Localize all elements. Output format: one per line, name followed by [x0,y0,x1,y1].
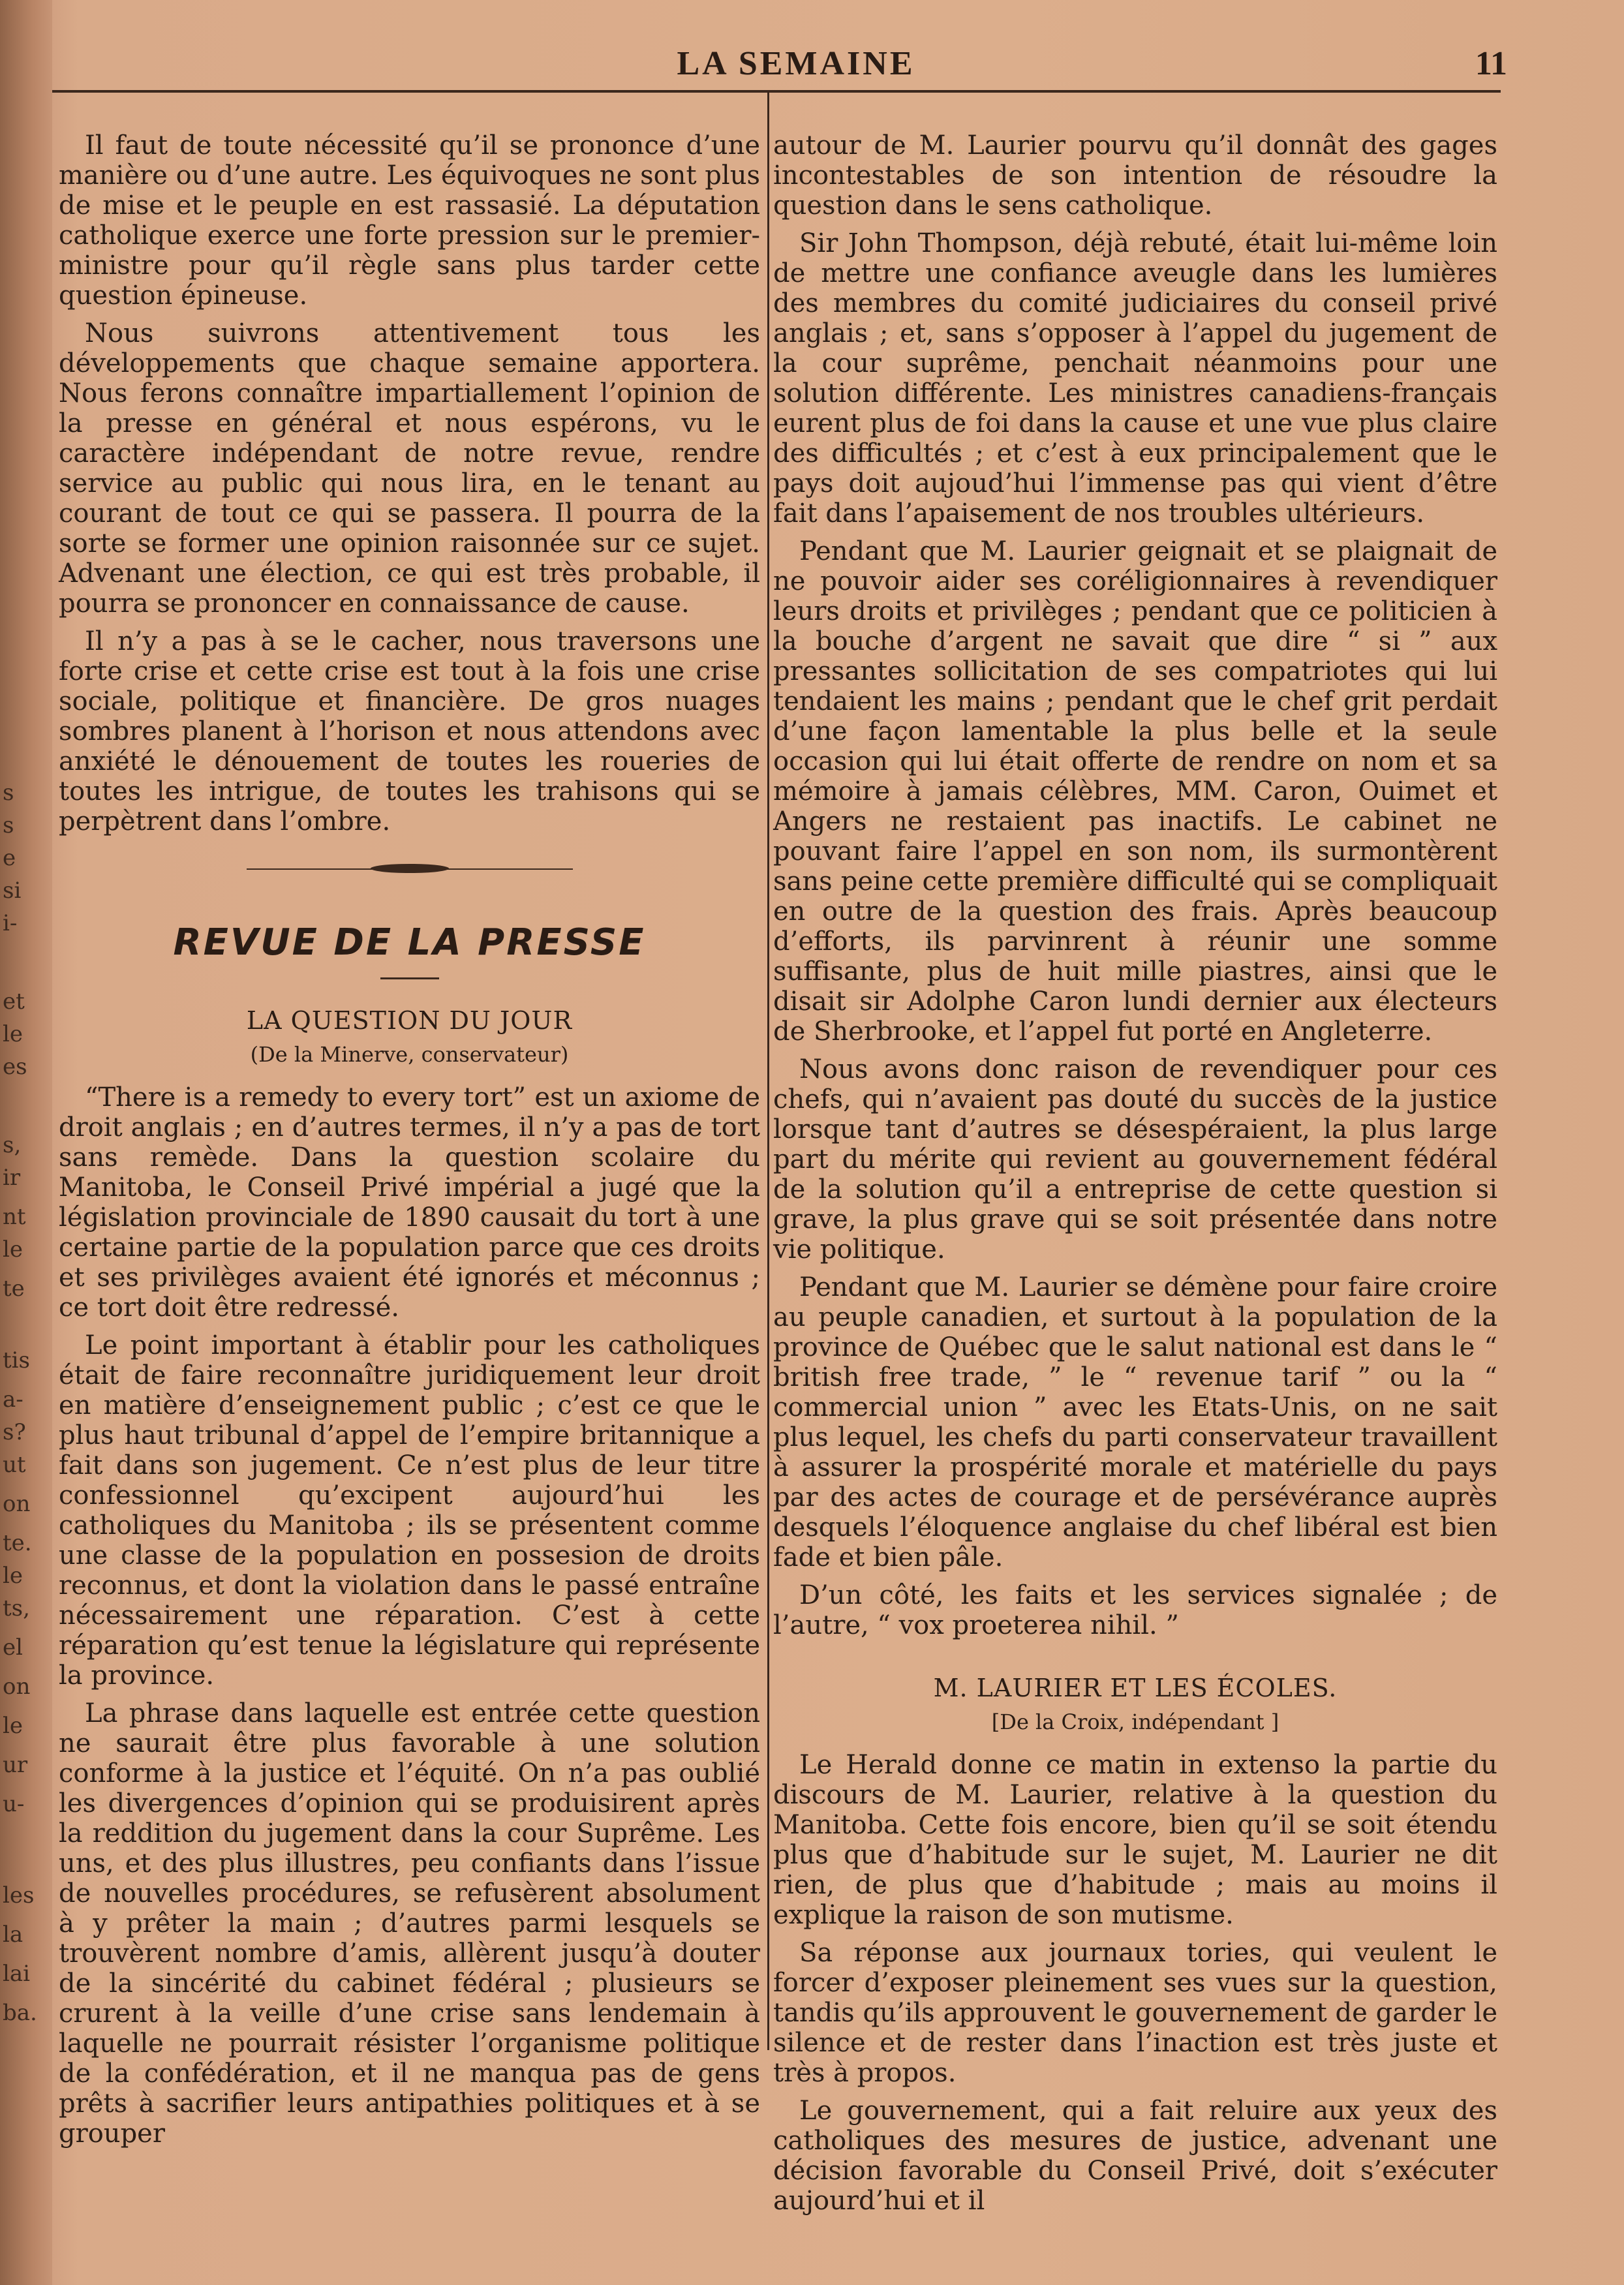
gutter-fragment: u- [3,1791,25,1817]
gutter-fragment: s [3,780,14,806]
gutter-fragment: si [3,878,22,904]
gutter-fragment: ut [3,1452,26,1478]
gutter-fragment: e [3,845,16,871]
gutter-fragment: la [3,1922,23,1948]
gutter-fragment: el [3,1634,23,1661]
paragraph: Il n’y a pas à se le cacher, nous traversons une forte crise et cette crise est tout à la fois une crise sociale, politique et financière. De gros nuages sombres planent à l’horison et nous attendons avec anxiété le dénouement de toutes les roueries de toutes les intrigue, de toutes les trahisons qui se perpètrent dans l’ombre. [59,626,760,836]
paragraph: autour de M. Laurier pourvu qu’il donnât des gages incontestables de son intention de résoudre la question dans le sens catholique. [773,130,1497,221]
gutter-fragment: te [3,1276,25,1302]
gutter-fragment: tis [3,1347,30,1373]
gutter-fragment: a- [3,1387,23,1413]
gutter-fragment: lai [3,1961,31,1987]
column-divider [767,93,769,2050]
gutter-fragment: s, [3,1132,22,1158]
gutter-fragment: le [3,1021,23,1047]
paragraph: Pendant que M. Laurier se démène pour faire croire au peuple canadien, et surtout à la population de la province de Québec que le salut national est dans le “ british free trade, ” le “ revenue tarif ” ou la “ commercial union ” avec les Etats-Unis, on ne sait plus lequel, les chefs du parti conservateur travaillent à assurer la prospérité morale et matérielle du pays par des actes de courage et de persévérance auprès desquels l’éloquence anglaise du chef libéral est bien fade et bien pâle. [773,1272,1497,1572]
header-rule [52,90,1501,93]
article-source: (De la Minerve, conservateur) [250,1042,569,1067]
article-source: [De la Croix, indépendant ] [991,1710,1279,1734]
gutter-fragment: te. [3,1530,32,1556]
gutter-fragment: s [3,812,14,838]
title-rule [380,977,439,979]
paragraph: Le Herald donne ce matin in extenso la partie du discours de M. Laurier, relative à la question du Manitoba. Cette fois encore, bien qu’il se soit étendu plus que d’habitude sur le sujet, M. Laurier ne dit rien, de plus que d’habitude ; mais au moins il explique la raison de son mutisme. [773,1750,1497,1930]
paragraph: D’un côté, les faits et les services signalée ; de l’autre, “ vox proeterea nihil. ” [773,1580,1497,1640]
ornamental-divider [247,863,573,876]
paragraph: Nous avons donc raison de revendiquer pour ces chefs, qui n’avaient pas douté du succès de la justice lorsque tant d’autres se désespéraient, la plus large part du mérite qui revient au gouvernement fédéral de la solution qu’il a entreprise de cette question si grave, la plus grave qui se soit présentée dans notre vie politique. [773,1054,1497,1265]
right-column [773,130,1497,2224]
gutter-fragment: ir [3,1165,21,1191]
section-title: REVUE DE LA PRESSE [173,921,646,964]
gutter-fragment: le [3,1236,23,1263]
adjacent-page-edge [0,0,52,2285]
article-title: M. LAURIER ET LES ÉCOLES. [933,1674,1338,1702]
gutter-fragment: ur [3,1752,28,1778]
paragraph: Sa réponse aux journaux tories, qui veulent le forcer d’exposer pleinement ses vues sur la question, tandis qu’ils approuvent le gouvernement de garder le silence et de rester dans l’inaction est très juste et très à propos. [773,1938,1497,2088]
gutter-fragment: on [3,1674,31,1700]
gutter-fragment: i- [3,910,18,936]
gutter-fragment: nt [3,1204,26,1230]
gutter-fragment: s? [3,1419,26,1445]
paragraph: Nous suivrons attentivement tous les développements que chaque semaine apportera. Nous ferons connaître impartiallement l’opinion de la presse en général et nous espérons, vu le caractère indépendant de notre revue, rendre service au public qui nous lira, en le tenant au courant de tout ce qui se passera. Il pourra de la sorte se former une opinion raisonnée sur ce sujet. Advenant une élection, ce qui est très probable, il pourra se prononcer en connaissance de cause. [59,318,760,619]
gutter-fragment: le [3,1713,23,1739]
paragraph: La phrase dans laquelle est entrée cette question ne saurait être plus favorable à une solution conforme à la justice et l’équité. On n’a pas oublié les divergences d’opinion qui se produisirent après la reddition du jugement dans la cour Suprême. Les uns, et des plus illustres, peu confiants dans l’issue de nouvelles procédures, se refusèrent absolument à y prêter la main ; d’autres parmi lesquels se trouvèrent nombre d’amis, allèrent jusqu’à douter de la sincérité du cabinet fédéral ; plusieurs se crurent à la veille d’une crise sans lendemain à laquelle ne pourrait résister l’organisme politique de la confédération, et il ne manqua pas de gens prêts à sacrifier leurs antipathies politiques et à se grouper [59,1698,760,2149]
gutter-fragment: et [3,989,25,1015]
page-number: 11 [1475,45,1507,82]
page-header [85,44,1507,97]
article-title: LA QUESTION DU JOUR [246,1006,573,1035]
gutter-fragment: on [3,1491,31,1517]
running-title: LA SEMAINE [677,45,915,82]
paragraph: “There is a remedy to every tort” est un axiome de droit anglais ; en d’autres termes, il n’y a pas de tort sans remède. Dans la question scolaire du Manitoba, le Conseil Privé impérial a jugé que la législation provinciale de 1890 causait du tort à une certaine partie de la population parce que ces droits et ses privilèges avaient été ignorés et méconnus ; ce tort doit être redressé. [59,1082,760,1323]
gutter-fragment: le [3,1563,23,1589]
paragraph: Il faut de toute nécessité qu’il se prononce d’une manière ou d’une autre. Les équivoques ne sont plus de mise et le peuple en est rassasié. La députation catholique exerce une forte pression sur le premier-ministre pour qu’il règle sans plus tarder cette question épineuse. [59,130,760,311]
left-column [59,130,760,2156]
gutter-fragment: ba. [3,2000,37,2026]
gutter-fragment: es [3,1054,27,1080]
paragraph: Le gouvernement, qui a fait reluire aux yeux des catholiques des mesures de justice, advenant une décision favorable du Conseil Privé, doit s’exécuter aujourd’hui et il [773,2096,1497,2216]
gutter-fragment: les [3,1882,35,1909]
paragraph: Le point important à établir pour les catholiques était de faire reconnaître juridiquement leur droit en matière d’enseignement public ; c’est ce que le plus haut tribunal d’appel de l’empire britannique a fait dans son jugement. Ce n’est plus de leur titre confessionnel qu’excipent aujourd’hui les catholiques du Manitoba ; ils se présentent comme une classe de la population en possesion de droits reconnus, et dont la violation dans le passé entraîne nécessairement une réparation. C’est à cette réparation qu’est tenue la législature qui représente la province. [59,1330,760,1691]
paragraph: Sir John Thompson, déjà rebuté, était lui-même loin de mettre une confiance aveugle dans les lumières des membres du comité judiciaires du conseil privé anglais ; et, sans s’opposer à l’appel du jugement de la cour suprême, penchait néanmoins pour une solution différente. Les ministres canadiens-français eurent plus de foi dans la cause et une vue plus claire des difficultés ; et c’est à eux principalement que le pays doit aujoud’hui l’immense pas qui vient d’être fait dans l’apaisement de nos troubles ultérieurs. [773,228,1497,529]
paragraph: Pendant que M. Laurier geignait et se plaignait de ne pouvoir aider ses coréligionnaires à revendiquer leurs droits et privilèges ; pendant que ce politicien à la bouche d’argent ne savait que dire “ si ” aux pressantes sollicitation de ses compatriotes qui lui tendaient les mains ; pendant que le chef grit perdait d’une façon lamentable la plus belle et la seule occasion qui lui était offerte de rendre on nom et sa mémoire à jamais célèbres, MM. Caron, Ouimet et Angers ne restaient pas inactifs. Le cabinet ne pouvant faire l’appel en son nom, ils surmontèrent sans peine cette première difficulté qui se compliquait en outre de la question des frais. Après beaucoup d’efforts, ils parvinrent à réunir une somme suffisante, plus de huit mille piastres, ainsi que le disait sir Adolphe Caron lundi dernier aux électeurs de Sherbrooke, et l’appel fut porté en Angleterre. [773,536,1497,1047]
gutter-fragment: ts, [3,1595,30,1621]
